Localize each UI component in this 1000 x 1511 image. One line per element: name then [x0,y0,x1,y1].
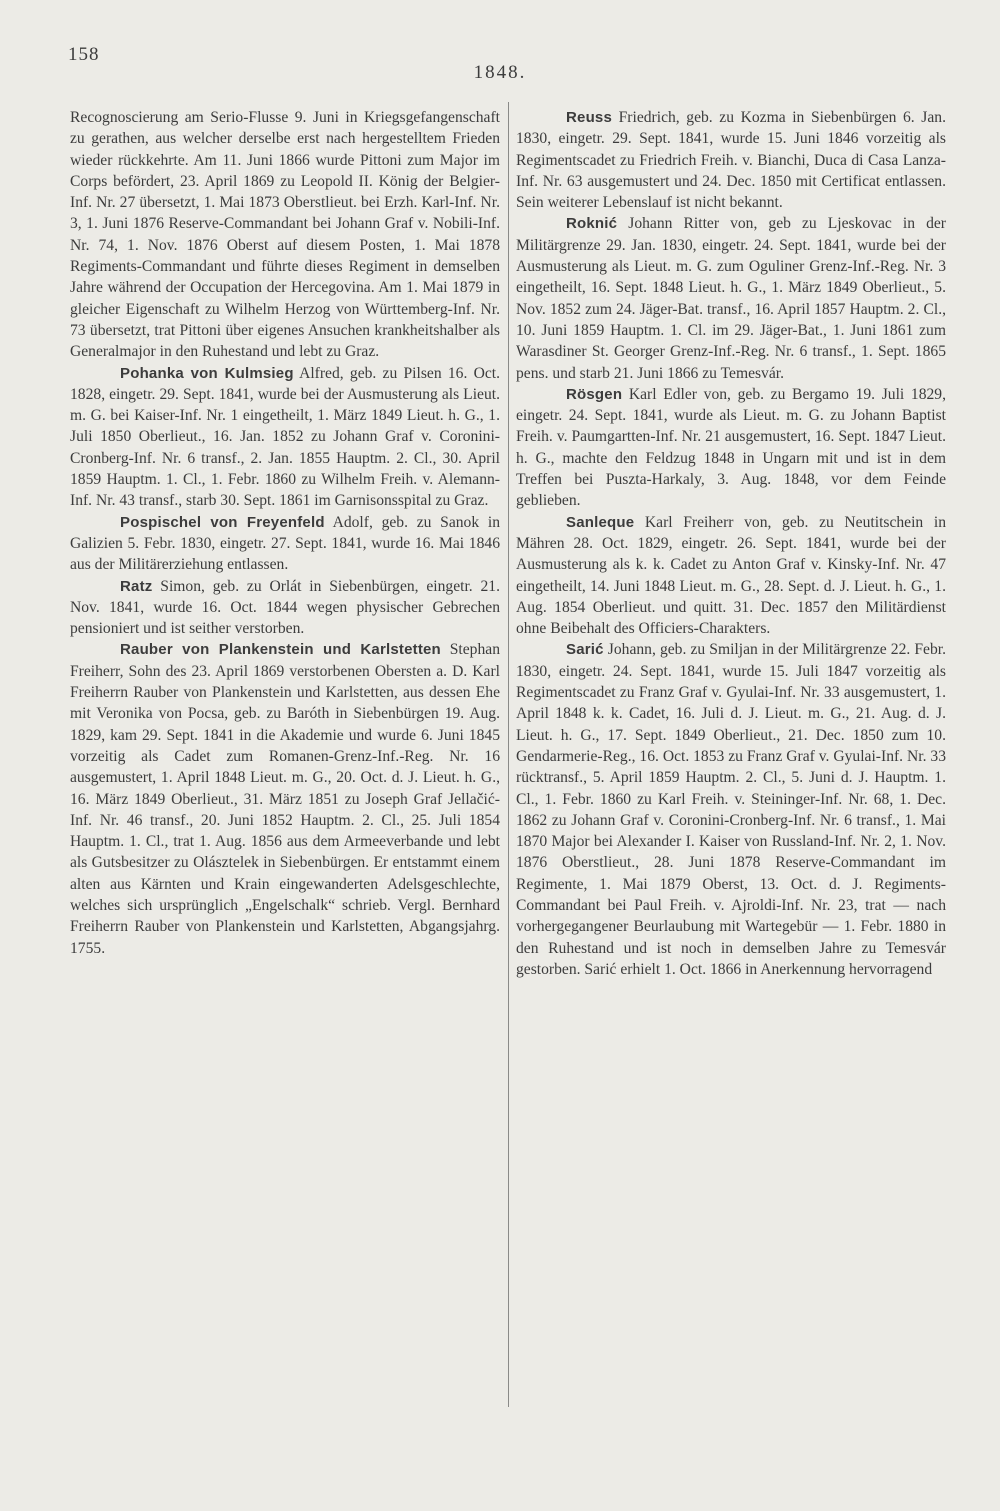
entry-text: Alfred, geb. zu Pilsen 16. Oct. 1828, eingetr. 29. Sept. 1841, wurde bei der Ausmusterung als Lieut. m. G. bei Kaiser-Inf. Nr. 1 eingetheilt, 1. März 1849 Lieut. h. G., 1. Juli 1850 Oberlieut., 16. Jan. 1852 zu Johann Graf v. Coronini-Cronberg-Inf. Nr. 6 transf., 2. Jan. 1855 Hauptm. 2. Cl., 30. April 1859 Hauptm. 1. Cl., 1. Febr. 1860 zu Wilhelm Freih. v. Alemann-Inf. Nr. 43 transf., starb 30. Sept. 1861 im Garnisonsspital zu Graz. [70,364,500,510]
entry [70,363,500,512]
page-number: 158 [68,44,100,65]
entry [516,384,946,512]
entry-name: Sarić [566,641,604,659]
entry-text: Johann Ritter von, geb zu Ljeskovac in der Militärgrenze 29. Jan. 1830, eingetr. 24. Sept. 1841, wurde bei der Ausmusterung als Lieut. m. G. zum Oguliner Grenz-Inf.-Reg. Nr. 3 eingetheilt, 16. Sept. 1848 Lieut. h. G., 1. März 1849 Oberlieut., 5. Nov. 1852 zum 24. Jäger-Bat. transf., 16. April 1857 Hauptm. 2. Cl., 10. Juni 1859 Hauptm. 1. Cl. im 29. Jäger-Bat., 1. Juni 1861 zum Warasdiner St. Georger Grenz-Inf.-Reg. Nr. 6 transf., 1. Sept. 1865 pens. und starb 21. Juni 1866 zu Temesvár. [516,215,946,382]
column-divider [508,102,509,1407]
entry-name: Roknić [566,215,618,233]
entry-name: Ratz [120,577,153,595]
entry-text: Adolf, geb. zu Sanok in Galizien 5. Febr. 1830, eingetr. 27. Sept. 1841, wurde 16. Mai 1846 aus der Militärerziehung entlassen. [70,513,501,574]
entry-text: Karl Edler von, geb. zu Bergamo 19. Juli 1829, eingetr. 24. Sept. 1841, wurde als Lieut. m. G. zu Johann Baptist Freih. v. Paumgartten-Inf. Nr. 21 ausgemustert, 16. Sept. 1847 Lieut. h. G., machte den Feldzug 1848 in Ungarn mit und ist in dem Treffen bei Puszta-Harkaly, 3. Aug. 1848, vor dem Feinde geblieben. [516,385,946,510]
entry-text: Recognoscierung am Serio-Flusse 9. Juni in Kriegsgefangenschaft zu gerathen, aus welcher derselbe erst nach hergestelltem Frieden wieder rückkehrte. Am 11. Juni 1866 wurde Pittoni zum Major im Corps befördert, 23. April 1869 zu Leopold II. König der Belgier-Inf. Nr. 27 übersetzt, 1. Mai 1873 Oberstlieut. bei Erzh. Karl-Inf. Nr. 3, 1. Juni 1876 Reserve-Commandant bei Johann Graf v. Nobili-Inf. Nr. 74, 1. Nov. 1876 Oberst auf diesem Posten, 1. Mai 1878 Regiments-Commandant und führte dieses Regiment in demselben Jahre während der Occupation der Hercegovina. Am 1. Mai 1879 in gleicher Eigenschaft zu Wilhelm Herzog von Württemberg-Inf. Nr. 73 übersetzt, trat Pittoni über eigenes Ansuchen krankheitshalber als Generalmajor in den Ruhestand und lebt zu Graz. [70,109,500,361]
entry-text: Stephan Freiherr, Sohn des 23. April 1869 verstorbenen Obersten a. D. Karl Freiherrn Rauber von Plankenstein und Karlstetten, aus dessen Ehe mit Veronika von Pocsa, geb. zu Baróth in Siebenbürgen 19. Aug. 1829, kam 29. Sept. 1841 in die Akademie und wurde 6. Juni 1845 vorzeitig als Cadet zum Romanen-Grenz-Inf.-Reg. Nr. 16 ausgemustert, 1. April 1848 Lieut. m. G., 20. Oct. d. J. Lieut. h. G., 16. März 1849 Oberlieut., 31. März 1851 zu Joseph Graf Jellačić-Inf. Nr. 46 transf., 20. Juni 1852 Hauptm. 2. Cl., 25. Juli 1854 Hauptm. 1. Cl., trat 1. Aug. 1856 aus dem Armeeverbande und lebt als Gutsbesitzer zu Olásztelek in Siebenbürgen. Er entstammt einem alten aus Kärnten und Krain eingewanderten Adelsgeschlechte, welches sich ursprünglich „Engelschalk“ schrieb. Vergl. Bernhard Freiherrn Rauber von Plankenstein und Karlstetten, Abgangsjahrg. 1755. [70,641,500,957]
entry-name: Rauber von Plankenstein und Karlstetten [120,641,441,659]
entry-name: Sanleque [566,513,635,531]
entry-continuation [70,107,500,363]
entry-text: Friedrich, geb. zu Kozma in Siebenbürgen 6. Jan. 1830, eingetr. 29. Sept. 1841, wurde 15. Juni 1846 vorzeitig als Regimentscadet zu Friedrich Freih. v. Bianchi, Duca di Casa Lanza-Inf. Nr. 63 ausgemustert und 24. Dec. 1850 mit Certificat entlassen. Sein weiterer Lebenslauf ist nicht bekannt. [516,109,946,212]
running-head: 1848. [473,62,527,83]
entry [516,107,946,213]
entry [70,639,500,958]
right-column [516,107,946,980]
entry-name: Rösgen [566,385,623,403]
entry [516,639,946,980]
left-column [70,107,500,959]
entry-text: Johann, geb. zu Smiljan in der Militärgrenze 22. Febr. 1830, eingetr. 24. Sept. 1841, wurde 15. Juli 1847 vorzeitig als Regimentscadet zu Franz Graf v. Gyulai-Inf. Nr. 33 ausgemustert, 1. April 1848 k. k. Cadet, 16. Juli d. J. Lieut. m. G., 21. Aug. d. J. Lieut. h. G., 17. Sept. 1849 Oberlieut., 21. Dec. 1850 zum 10. Gendarmerie-Reg., 16. Oct. 1853 zu Franz Graf v. Gyulai-Inf. Nr. 33 rücktransf., 5. April 1859 Hauptm. 2. Cl., 5. Juni d. J. Hauptm. 1. Cl., 1. Febr. 1860 zu Karl Freih. v. Steininger-Inf. Nr. 68, 1. Dec. 1862 zu Johann Graf v. Coronini-Cronberg-Inf. Nr. 6 transf., 1. Mai 1870 Major bei Alexander I. Kaiser von Russland-Inf. Nr. 2, 1. Nov. 1876 Oberstlieut., 28. Juni 1878 Reserve-Commandant im Regimente, 1. Mai 1879 Oberst, 13. Oct. d. J. Regiments-Commandant bei Paul Freih. v. Ajroldi-Inf. Nr. 23, trat — nach vorhergegangener Beurlaubung mit Wartegebür — 1. Febr. 1880 in den Ruhestand und ist noch in demselben Jahre zu Temesvár gestorben. Sarić erhielt 1. Oct. 1866 in Anerkennung hervorragend [516,641,946,978]
entry [70,576,500,640]
entry-text: Simon, geb. zu Orlát in Siebenbürgen, eingetr. 21. Nov. 1841, wurde 16. Oct. 1844 wegen physischer Gebrechen pensioniert und ist seither verstorben. [70,577,500,638]
entry [516,213,946,383]
entry [516,512,946,640]
entry-name: Pohanka von Kulmsieg [120,364,294,382]
entry-name: Pospischel von Freyenfeld [120,513,325,531]
entry-name: Reuss [566,109,613,126]
entry [70,512,500,576]
entry-text: Karl Freiherr von, geb. zu Neutitschein in Mähren 28. Oct. 1829, eingetr. 26. Sept. 1841, wurde bei der Ausmusterung als k. k. Cadet zu Anton Graf v. Kinsky-Inf. Nr. 47 eingetheilt, 14. Juni 1848 Lieut. m. G., 28. Sept. d. J. Lieut. h. G., 1. Aug. 1854 Oberlieut. und quitt. 31. Dec. 1857 den Militärdienst ohne Beibehalt des Officiers-Charakters. [516,513,946,638]
